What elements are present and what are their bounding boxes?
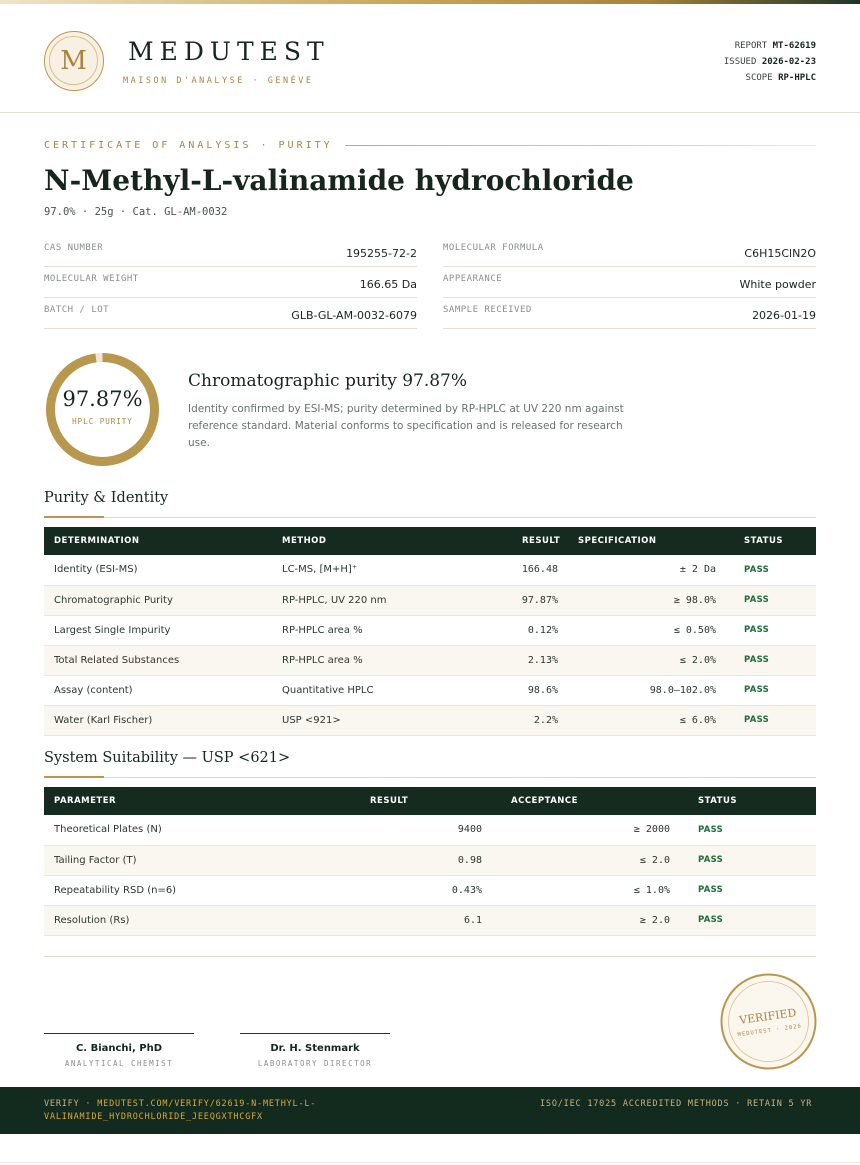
- purity-ring-label: HPLC PURITY: [72, 417, 133, 426]
- signatory-name: Dr. H. Stenmark: [270, 1043, 360, 1054]
- info-value: 195255-72-2: [346, 246, 417, 260]
- status-badge: PASS: [744, 715, 770, 725]
- scope-label: SCOPE: [745, 73, 773, 83]
- result-cell: 166.48: [521, 564, 558, 576]
- column-header: ACCEPTANCE: [511, 796, 578, 806]
- status-badge: PASS: [744, 685, 770, 695]
- table-row: [44, 905, 816, 935]
- result-cell: 97.87%: [521, 594, 558, 606]
- parameter-cell: Repeatability RSD (n=6): [54, 884, 177, 896]
- verify-line: [44, 1098, 354, 1124]
- info-grid-left: [44, 236, 417, 329]
- info-label: APPEARANCE: [443, 274, 503, 284]
- brand-subtitle: MAISON D'ANALYSE · GENÈVE: [123, 76, 314, 86]
- signature-block: [240, 1033, 390, 1068]
- report-meta: [724, 38, 816, 86]
- purity-ring-value: 97.87%: [62, 387, 143, 411]
- info-row: [44, 298, 417, 329]
- parameter-cell: Theoretical Plates (N): [54, 824, 162, 836]
- method-cell: Quantitative HPLC: [282, 684, 374, 696]
- signatory-role: LABORATORY DIRECTOR: [257, 1059, 373, 1068]
- column-header: STATUS: [698, 796, 738, 806]
- spec-cell: ≤ 0.50%: [673, 624, 716, 636]
- column-header: RESULT: [370, 796, 409, 806]
- status-badge: PASS: [698, 855, 724, 865]
- report-footer: [0, 1087, 860, 1134]
- info-label: MOLECULAR FORMULA: [443, 243, 544, 253]
- info-value: GLB-GL-AM-0032-6079: [291, 308, 417, 322]
- table-row: [44, 705, 816, 735]
- spec-cell: ± 2 Da: [679, 564, 716, 576]
- method-cell: LC-MS, [M+H]⁺: [282, 564, 358, 576]
- signatory-role: ANALYTICAL CHEMIST: [64, 1059, 174, 1068]
- spec-cell: ≤ 6.0%: [679, 714, 716, 726]
- method-cell: RP-HPLC area %: [282, 624, 363, 636]
- table-row: [44, 675, 816, 705]
- result-cell: 0.98: [457, 854, 482, 866]
- table-row: [44, 875, 816, 905]
- status-badge: PASS: [744, 625, 770, 635]
- info-row: [44, 267, 417, 298]
- determination-cell: Identity (ESI-MS): [54, 564, 138, 576]
- info-row: [44, 236, 417, 267]
- method-cell: RP-HPLC area %: [282, 654, 363, 666]
- parameter-cell: Resolution (Rs): [54, 914, 130, 926]
- page-bottom-rule: [0, 1162, 860, 1163]
- table-row: [44, 615, 816, 645]
- result-cell: 2.2%: [533, 714, 558, 726]
- table-row: [44, 585, 816, 615]
- suitability-section-title: System Suitability — USP <621>: [44, 750, 291, 766]
- column-header: DETERMINATION: [54, 536, 140, 546]
- stamp-text: VERIFIED: [738, 1006, 798, 1027]
- acceptance-cell: ≥ 2000: [633, 824, 670, 836]
- signature-divider: [44, 956, 816, 957]
- purity-summary-text: Identity confirmed by ESI-MS; purity determined by RP-HPLC at UV 220 nm against reference standard. Material conforms to specification and is released for research use.: [188, 403, 624, 449]
- document-title: N-Methyl-L-valinamide hydrochloride: [44, 164, 634, 197]
- kicker-divider: [345, 145, 816, 146]
- signatory-name: C. Bianchi, PhD: [75, 1043, 163, 1054]
- column-header: PARAMETER: [54, 796, 117, 806]
- status-badge: PASS: [698, 915, 724, 925]
- issued-line: [724, 54, 816, 70]
- acceptance-cell: ≤ 2.0: [639, 854, 670, 866]
- brand-name: MEDUTEST: [128, 37, 330, 66]
- determination-cell: Assay (content): [54, 684, 133, 696]
- purity-section-title: Purity & Identity: [44, 490, 169, 506]
- status-badge: PASS: [744, 564, 770, 575]
- document-kicker: CERTIFICATE OF ANALYSIS · PURITY: [44, 139, 333, 151]
- verify-link[interactable]: MEDUTEST.COM/VERIFY/62619-N-METHYL-L-VALINAMIDE_HYDROCHLORIDE_JEEQGXTHCGFX: [44, 1099, 317, 1122]
- info-value: 2026-01-19: [752, 308, 816, 322]
- parameter-cell: Tailing Factor (T): [54, 854, 137, 866]
- issued-value: 2026-02-23: [761, 57, 816, 67]
- spec-cell: ≤ 2.0%: [679, 654, 716, 666]
- table-row: [44, 645, 816, 675]
- determination-cell: Water (Karl Fischer): [54, 714, 153, 726]
- status-badge: PASS: [744, 655, 770, 665]
- info-label: SAMPLE RECEIVED: [443, 305, 532, 315]
- result-cell: 9400: [457, 824, 482, 836]
- spec-cell: ≥ 98.0%: [673, 594, 716, 606]
- spec-cell: 98.0–102.0%: [649, 684, 716, 696]
- status-badge: PASS: [698, 824, 724, 835]
- report-id-value: MT-62619: [772, 41, 816, 51]
- report-id-line: [724, 38, 816, 54]
- info-label: MOLECULAR WEIGHT: [44, 274, 139, 284]
- purity-table: [44, 527, 816, 736]
- info-row: [443, 236, 816, 267]
- result-cell: 98.6%: [527, 684, 558, 696]
- purity-summary-title: Chromatographic purity 97.87%: [188, 371, 468, 391]
- info-value: White powder: [739, 277, 816, 291]
- table-row: [44, 815, 816, 845]
- determination-cell: Total Related Substances: [54, 654, 180, 666]
- result-cell: 6.1: [463, 914, 482, 926]
- info-value: C6H15ClN2O: [744, 246, 816, 260]
- info-row: [443, 267, 816, 298]
- signature-block: [44, 1033, 194, 1068]
- info-label: CAS NUMBER: [44, 243, 104, 253]
- table-header-row: [44, 527, 816, 555]
- column-header: STATUS: [744, 536, 784, 546]
- column-header: METHOD: [282, 536, 327, 546]
- column-header: RESULT: [522, 536, 561, 546]
- info-grid-right: [443, 236, 816, 329]
- result-cell: 0.12%: [527, 624, 558, 636]
- status-badge: PASS: [698, 885, 724, 895]
- logo-letter: M: [49, 36, 98, 85]
- document-kicker-row: [44, 139, 816, 151]
- signature-line: [44, 1033, 194, 1034]
- method-cell: USP <921>: [282, 714, 341, 726]
- determination-cell: Chromatographic Purity: [54, 594, 173, 606]
- info-label: BATCH / LOT: [44, 305, 110, 315]
- suitability-table: [44, 787, 816, 936]
- brand-logo: [44, 31, 104, 91]
- acceptance-cell: ≥ 2.0: [639, 914, 670, 926]
- document-subtitle: 97.0% · 25g · Cat. GL-AM-0032: [44, 206, 228, 218]
- signature-line: [240, 1033, 390, 1034]
- acceptance-cell: ≤ 1.0%: [633, 884, 670, 896]
- report-header: [0, 4, 860, 113]
- result-cell: 0.43%: [451, 884, 482, 896]
- table-row: [44, 555, 816, 585]
- issued-label: ISSUED: [723, 57, 757, 67]
- table-header-row: [44, 787, 816, 815]
- report-id-label: REPORT: [734, 41, 768, 51]
- info-row: [443, 298, 816, 329]
- accreditation-note: ISO/IEC 17025 ACCREDITED METHODS · RETAIN 5 YR: [540, 1099, 813, 1109]
- scope-value: RP-HPLC: [778, 73, 816, 83]
- verify-label: VERIFY ·: [44, 1099, 98, 1109]
- info-value: 166.65 Da: [359, 277, 417, 291]
- method-cell: RP-HPLC, UV 220 nm: [282, 594, 387, 606]
- scope-line: [724, 70, 816, 86]
- verified-stamp: [720, 973, 817, 1070]
- section-accent: [44, 776, 104, 778]
- status-badge: PASS: [744, 595, 770, 605]
- stamp-subtext: MEDUTEST · 2026: [737, 1023, 803, 1039]
- section-divider: [44, 777, 816, 778]
- determination-cell: Largest Single Impurity: [54, 624, 171, 636]
- section-divider: [44, 517, 816, 518]
- table-row: [44, 845, 816, 875]
- section-accent: [44, 516, 104, 518]
- column-header: SPECIFICATION: [578, 536, 657, 546]
- result-cell: 2.13%: [527, 654, 558, 666]
